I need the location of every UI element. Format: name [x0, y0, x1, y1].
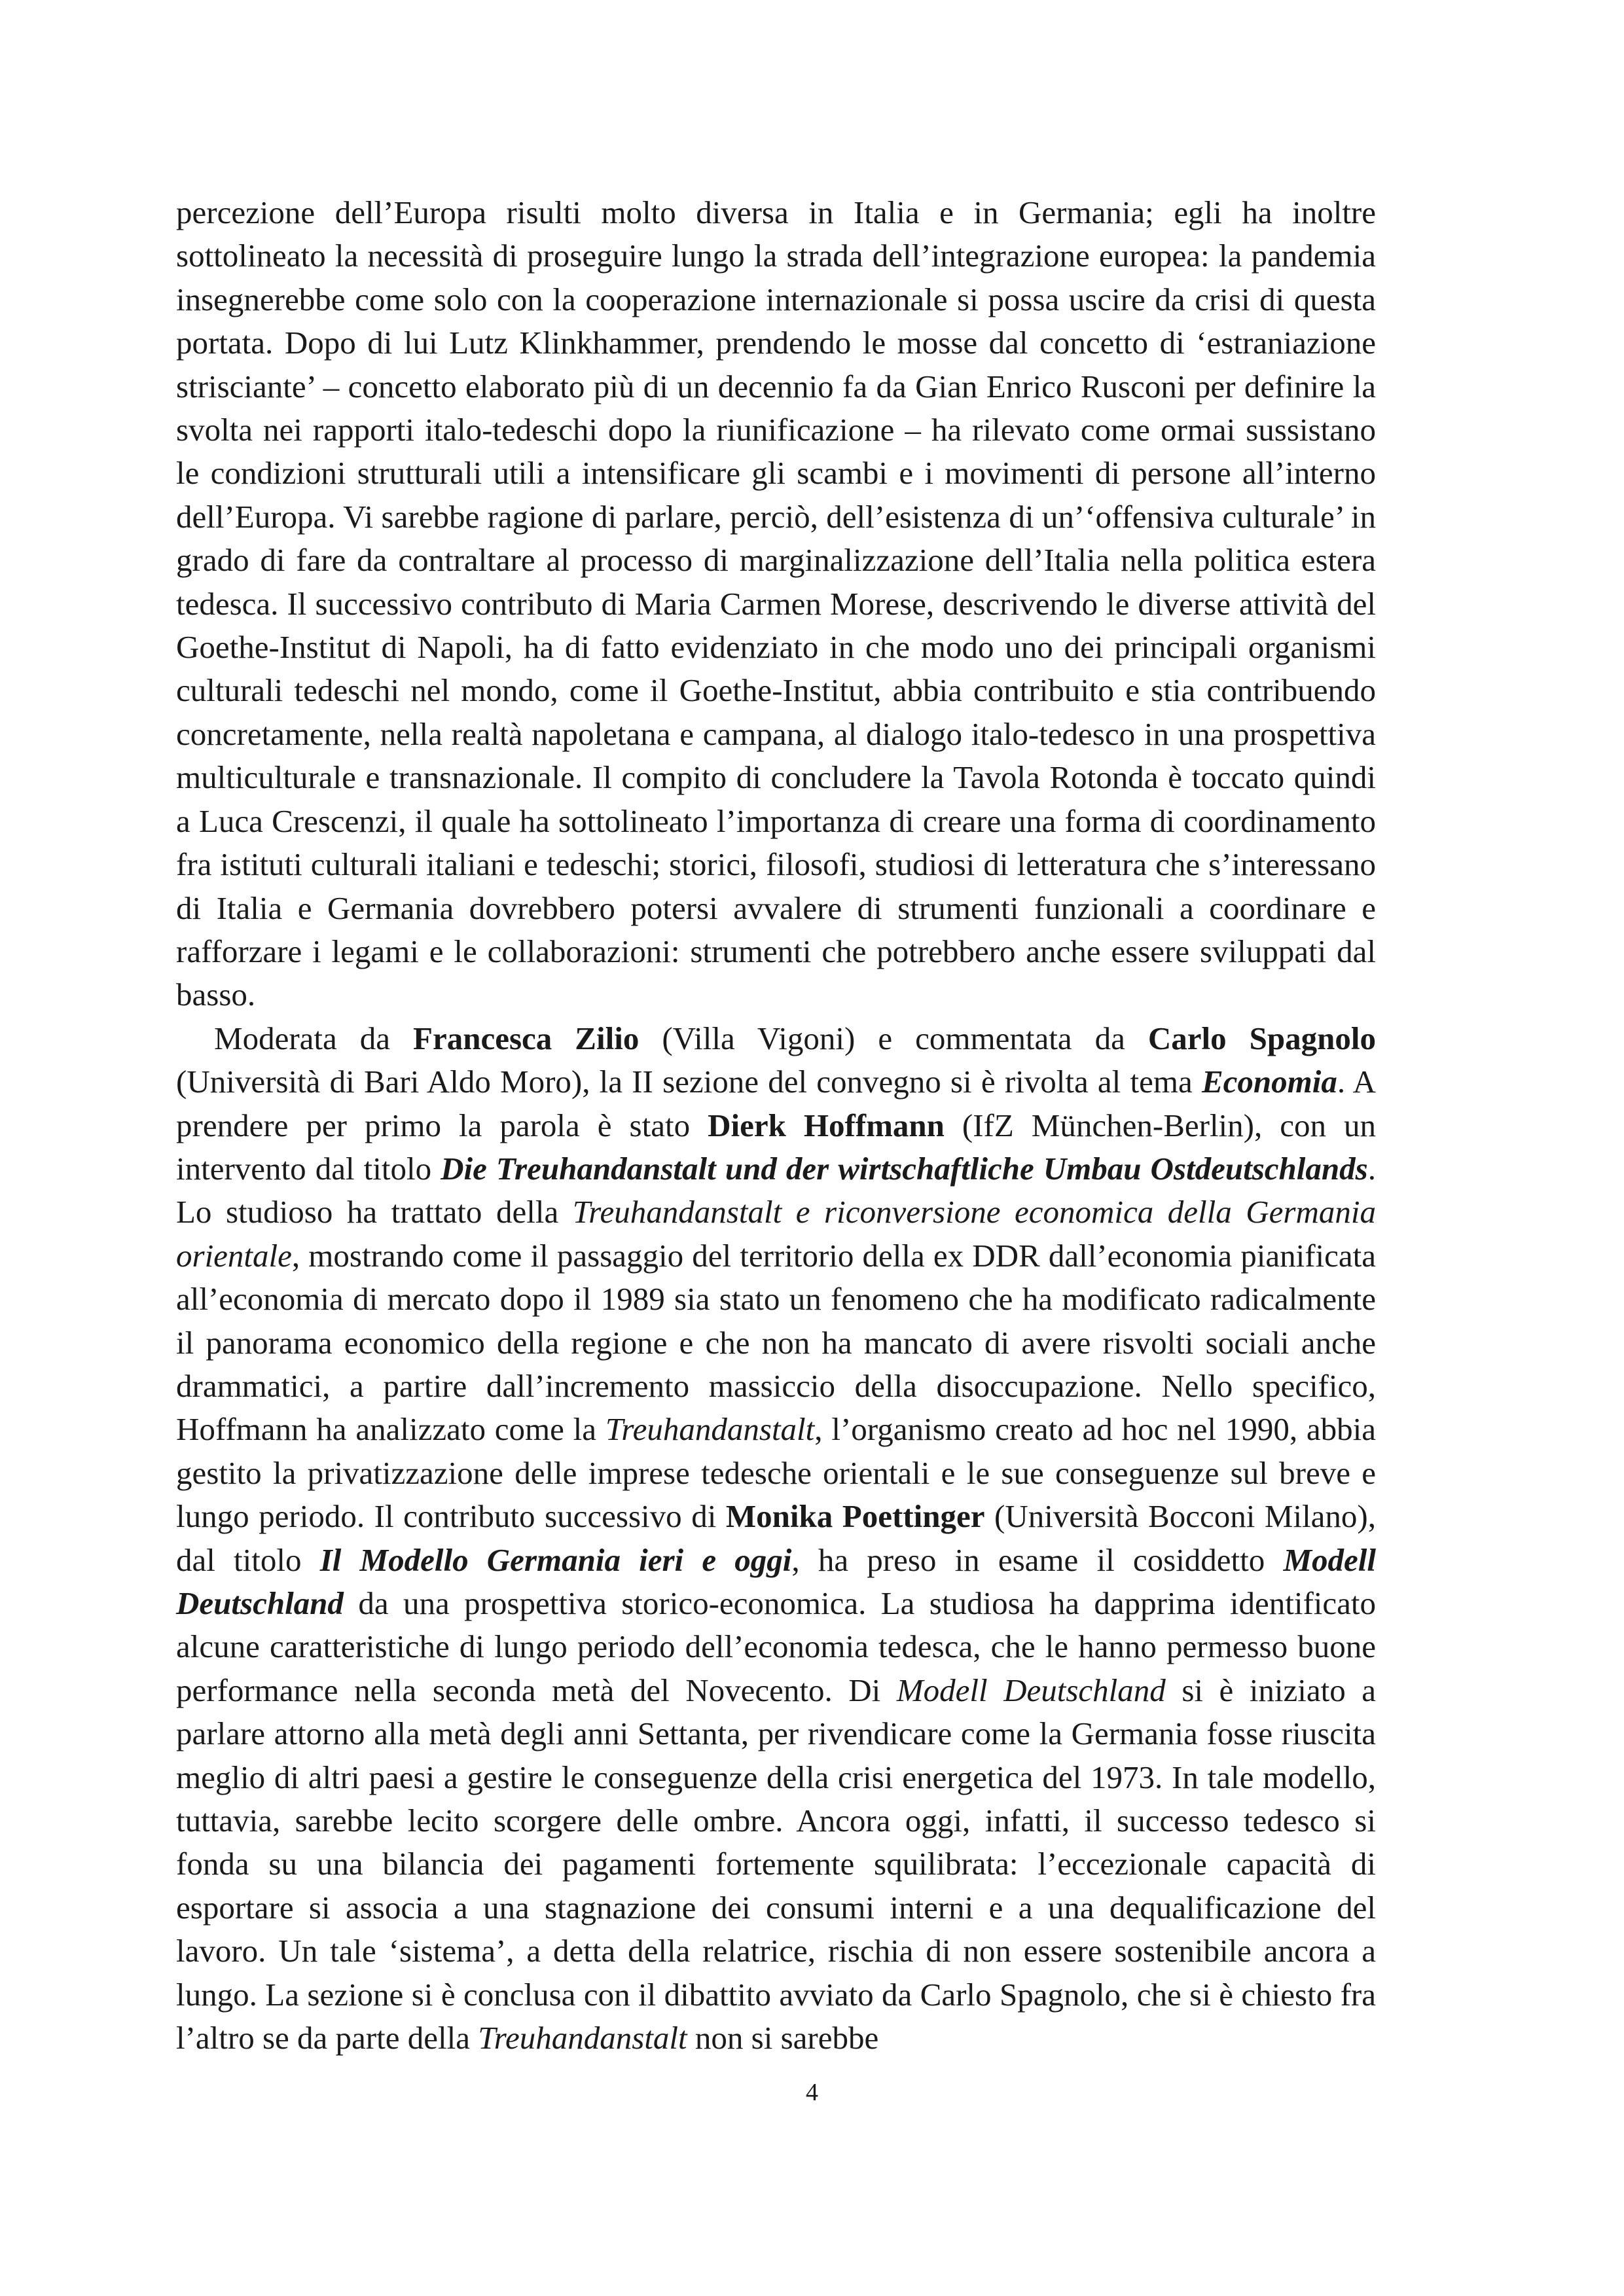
emphasis-text: Modell Deutschland: [896, 1672, 1166, 1708]
text-run: , mostrando come il passaggio del territorio della ex DDR dall’economia pianificata all’economia di mercato dopo il 1989 sia stato un fenomeno che ha modificato radicalmente il panorama economico della regione e che non ha mancato di avere risvolti sociali anche drammatici, a partire dall’incremento massiccio della disoccupazione. Nello specifico, Hoffmann ha analizzato come la: [176, 1237, 1376, 1448]
text-run: (Villa Vigoni) e commentata da: [639, 1020, 1148, 1056]
text-run: da una prospettiva storico-economica. La studiosa ha dapprima identificato alcune caratteristiche di lungo periodo dell’economia tedesca, che le hanno permesso buone performance nella seconda metà del Novecento. Di: [176, 1585, 1376, 1708]
emphasis-text: Treuhandanstalt: [605, 1411, 815, 1448]
emphasis-text: Monika Poettinger: [725, 1498, 985, 1535]
body-text: [176, 191, 1376, 2060]
emphasis-text: Modell Deutschland: [176, 1541, 1377, 1621]
text-run: Moderata da: [214, 1020, 414, 1056]
emphasis-text: Il Modello Germania ieri e oggi: [319, 1541, 792, 1578]
emphasis-text: Francesca Zilio: [413, 1020, 640, 1056]
body-paragraph: [176, 191, 1376, 1017]
emphasis-text: Treuhandanstalt e riconversione economica della Germania orientale: [176, 1194, 1376, 1274]
text-run: (Università di Bari Aldo Moro), la II sezione del convegno si è rivolta al tema: [176, 1064, 1202, 1100]
text-run: (Università Bocconi Milano), dal titolo: [176, 1498, 1376, 1578]
text-run: . Lo studioso ha trattato della: [176, 1150, 1376, 1230]
text-run: , ha preso in esame il cosiddetto: [791, 1541, 1284, 1578]
text-run: (IfZ München-Berlin), con un intervento dal titolo: [176, 1107, 1376, 1187]
text-run: , l’organismo creato ad hoc nel 1990, abbia gestito la privatizzazione delle imprese tedesche orientali e le sue conseguenze sul breve e lungo periodo. Il contributo successivo di: [176, 1411, 1376, 1535]
text-run: percezione dell’Europa risulti molto diversa in Italia e in Germania; egli ha inoltre sottolineato la necessità di proseguire lungo la strada dell’integrazione europea: la pandemia insegnerebbe come solo con la cooperazione internazionale si possa uscire da crisi di questa portata. Dopo di lui Lutz Klinkhammer, prendendo le mosse dal concetto di ‘estraniazione strisciante’ – concetto elaborato più di un decennio fa da Gian Enrico Rusconi per definire la svolta nei rapporti italo-tedeschi dopo la riunificazione – ha rilevato come ormai sussistano le condizioni strutturali utili a intensificare gli scambi e i movimenti di persone all’interno dell’Europa. Vi sarebbe ragione di parlare, perciò, dell’esistenza di un’‘offensiva culturale’ in grado di fare da contraltare al processo di marginalizzazione dell’Italia nella politica estera tedesca. Il successivo contributo di Maria Carmen Morese, descrivendo le diverse attività del Goethe-Institut di Napoli, ha di fatto evidenziato in che modo uno dei principali organismi culturali tedeschi nel mondo, come il Goethe-Institut, abbia contribuito e stia contribuendo concretamente, nella realtà napoletana e campana, al dialogo italo-tedesco in una prospettiva multiculturale e transnazionale. Il compito di concludere la Tavola Rotonda è toccato quindi a Luca Crescenzi, il quale ha sottolineato l’importanza di creare una forma di coordinamento fra istituti culturali italiani e tedeschi; storici, filosofi, studiosi di letteratura che s’interessano di Italia e Germania dovrebbero potersi avvalere di strumenti funzionali a coordinare e rafforzare i legami e le collaborazioni: strumenti che potrebbero anche essere sviluppati dal basso.: [176, 194, 1376, 1013]
body-paragraph: [176, 1017, 1376, 2060]
emphasis-text: Carlo Spagnolo: [1147, 1020, 1376, 1056]
emphasis-text: Treuhandanstalt: [478, 2020, 687, 2056]
emphasis-text: Dierk Hoffmann: [708, 1107, 945, 1143]
emphasis-text: Die Treuhandanstalt und der wirtschaftliche Umbau Ostdeutschlands: [441, 1150, 1368, 1187]
text-run: non si sarebbe: [687, 2020, 879, 2056]
text-run: si è iniziato a parlare attorno alla metà degli anni Settanta, per rivendicare come la Germania fosse riuscita meglio di altri paesi a gestire le conseguenze della crisi energetica del 1973. In tale modello, tuttavia, sarebbe lecito scorgere delle ombre. Ancora oggi, infatti, il successo tedesco si fonda su una bilancia dei pagamenti fortemente squilibrata: l’eccezionale capacità di esportare si associa a una stagnazione dei consumi interni e a una dequalificazione del lavoro. Un tale ‘sistema’, a detta della relatrice, rischia di non essere sostenibile ancora a lungo. La sezione si è conclusa con il dibattito avviato da Carlo Spagnolo, che si è chiesto fra l’altro se da parte della: [176, 1672, 1376, 2056]
text-run: . A prendere per primo la parola è stato: [176, 1064, 1376, 1143]
emphasis-text: Economia: [1201, 1064, 1337, 1100]
page-number: 4: [806, 2079, 818, 2106]
